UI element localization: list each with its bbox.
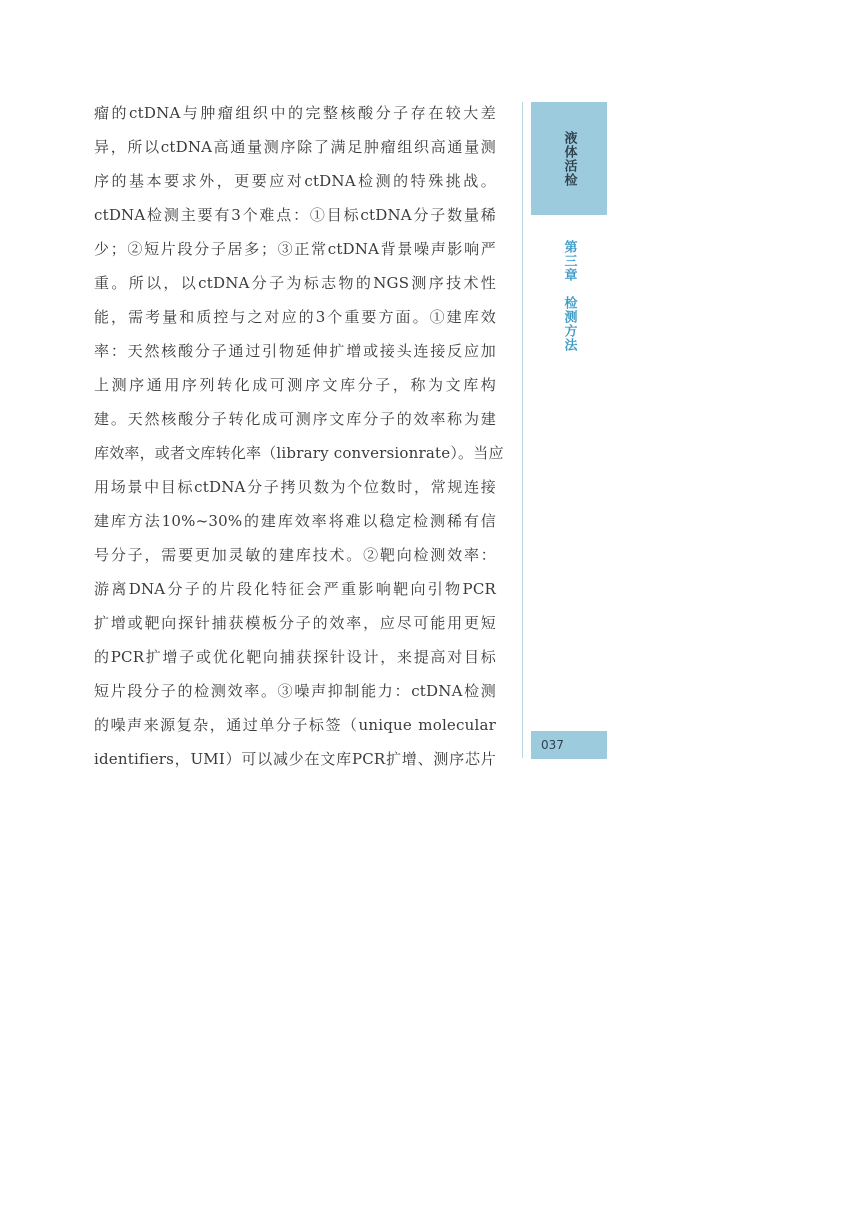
- chapter-number: 第三章: [561, 240, 577, 282]
- book-title: 液体活检: [561, 130, 577, 187]
- body-text-line: 少；②短片段分子居多；③正常ctDNA背景噪声影响严: [94, 240, 496, 258]
- body-text-line: 瘤的ctDNA与肿瘤组织中的完整核酸分子存在较大差: [94, 104, 496, 122]
- body-text-column: [94, 96, 504, 776]
- body-text-line: ctDNA检测主要有3个难点：①目标ctDNA分子数量稀: [94, 206, 496, 224]
- body-text-line: 号分子，需要更加灵敏的建库技术。②靶向检测效率：: [94, 546, 496, 564]
- body-text-line: 上测序通用序列转化成可测序文库分子，称为文库构: [94, 376, 496, 394]
- body-text-line: 的PCR扩增子或优化靶向捕获探针设计，来提高对目标: [94, 648, 496, 666]
- chapter-title: 检测方法: [561, 296, 577, 352]
- chapter-heading: [531, 240, 607, 352]
- column-divider: [522, 102, 523, 758]
- body-text-line: 扩增或靶向探针捕获模板分子的效率，应尽可能用更短: [94, 614, 496, 632]
- body-text-line: 游离DNA分子的片段化特征会严重影响靶向引物PCR: [94, 580, 496, 598]
- body-text-line: 率：天然核酸分子通过引物延伸扩增或接头连接反应加: [94, 342, 496, 360]
- body-text-line: 建。天然核酸分子转化成可测序文库分子的效率称为建: [94, 410, 496, 428]
- body-text-line: 重。所以，以ctDNA分子为标志物的NGS测序技术性: [94, 274, 496, 292]
- body-text-line: 库效率，或者文库转化率（library conversionrate）。当应: [94, 444, 504, 462]
- page-number: 037: [541, 738, 564, 752]
- book-title-tab: [531, 102, 607, 215]
- body-text-line: 异，所以ctDNA高通量测序除了满足肿瘤组织高通量测: [94, 138, 496, 156]
- page-number-tab: [531, 731, 607, 759]
- body-text-line: identifiers，UMI）可以减少在文库PCR扩增、测序芯片: [94, 750, 496, 768]
- body-text-line: 短片段分子的检测效率。③噪声抑制能力：ctDNA检测: [94, 682, 496, 700]
- body-text-line: 建库方法10%~30%的建库效率将难以稳定检测稀有信: [94, 512, 496, 530]
- body-text-line: 序的基本要求外，更要应对ctDNA检测的特殊挑战。: [94, 172, 496, 190]
- body-text-line: 能，需考量和质控与之对应的3个重要方面。①建库效: [94, 308, 496, 326]
- body-text-line: 用场景中目标ctDNA分子拷贝数为个位数时，常规连接: [94, 478, 496, 496]
- body-text-line: 的噪声来源复杂，通过单分子标签（unique molecular: [94, 716, 496, 734]
- chapter-heading-text: [560, 240, 579, 352]
